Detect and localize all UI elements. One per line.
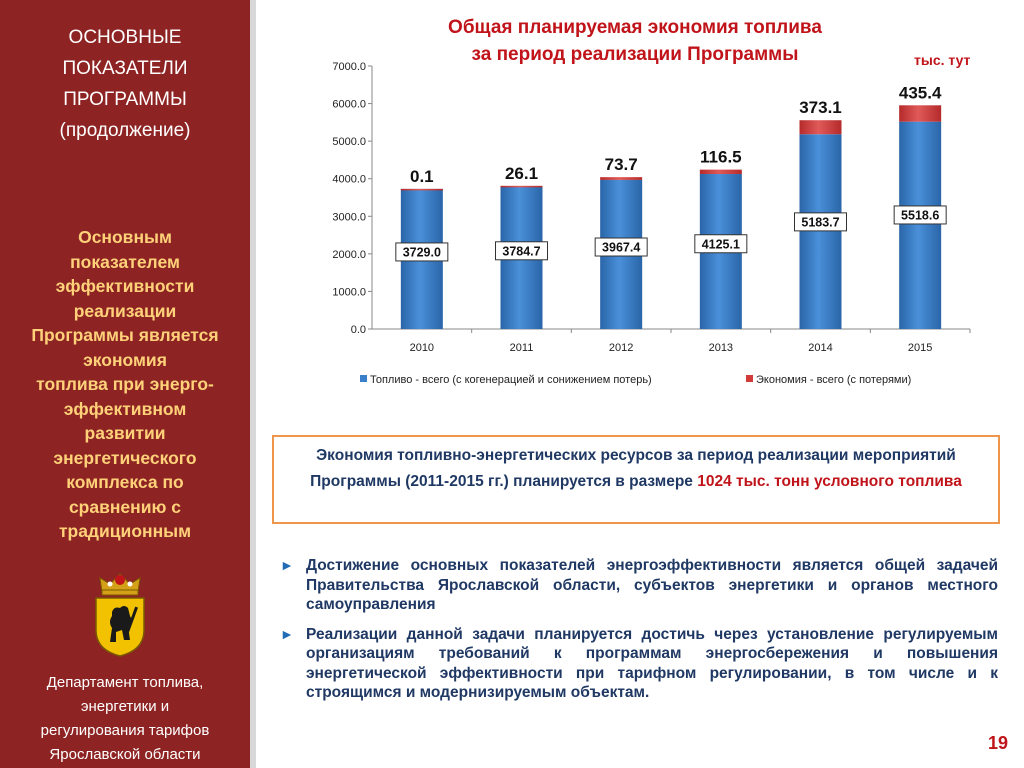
y-tick-label: 2000.0 [332, 248, 366, 261]
bullet-text: Достижение основных показателей энергоэффективности является общей задачей Правительства Ярославской области, субъектов энергетики и органов местного самоуправления [306, 557, 998, 613]
bar-savings [700, 170, 742, 174]
legend-swatch-savings [746, 375, 753, 382]
data-label-savings: 26.1 [504, 163, 539, 183]
y-tick-label: 4000.0 [332, 173, 366, 186]
sidebar-highlight-line: экономия [83, 349, 167, 370]
x-tick-label: 2014 [808, 342, 833, 354]
sidebar-highlight-line: реализации [73, 300, 177, 321]
sidebar-highlight-text [8, 225, 242, 544]
sidebar-highlight-line: энергетического [53, 447, 197, 468]
sidebar-title-line: ПОКАЗАТЕЛИ [62, 58, 188, 79]
x-tick-label: 2010 [409, 342, 435, 354]
y-tick-label: 7000.0 [332, 61, 366, 73]
sidebar-highlight-line: эффективном [63, 398, 187, 419]
sidebar-highlight-line: традиционным [58, 521, 192, 541]
bar-savings [600, 177, 642, 180]
list-item [278, 556, 998, 615]
coat-of-arms-icon [84, 566, 156, 658]
y-tick-label: 3000.0 [332, 211, 366, 224]
sidebar-highlight-line: показателем [70, 251, 180, 272]
data-label-savings: 0.1 [410, 166, 434, 186]
sidebar-highlight-line: сравнению с [68, 496, 182, 517]
x-tick-label: 2015 [907, 342, 933, 354]
data-label-fuel: 5518.6 [901, 208, 940, 223]
sidebar-title-line: (продолжение) [59, 120, 191, 141]
data-label-savings: 373.1 [799, 98, 842, 118]
bar-savings [401, 189, 443, 191]
bar-fuel [800, 134, 842, 329]
bullet-arrow-icon: ► [280, 625, 294, 642]
legend-label-fuel: Топливо - всего (с когенерацией и сонижением потерь) [370, 374, 652, 386]
legend-swatch-fuel [360, 375, 367, 382]
department-line: Ярославской области [49, 746, 201, 763]
data-label-fuel: 3784.7 [502, 244, 541, 259]
data-label-savings: 116.5 [700, 147, 742, 167]
unit-label: тыс. тут [914, 52, 971, 68]
department-name [0, 671, 250, 767]
data-label-savings: 435.4 [898, 83, 942, 103]
bullet-arrow-icon: ► [280, 557, 294, 573]
savings-highlight: 1024 тыс. тонн условного топлива [697, 473, 962, 490]
sidebar-title-line: ПРОГРАММЫ [63, 89, 187, 110]
data-label-savings: 73.7 [604, 155, 638, 175]
sidebar [0, 0, 250, 768]
sidebar-highlight-line: топлива при энерго- [36, 374, 214, 394]
data-label-fuel: 3967.4 [602, 240, 641, 255]
sidebar-highlight-line: развитии [84, 423, 166, 443]
bar-savings [501, 186, 543, 188]
sidebar-highlight-line: Основным [78, 227, 172, 247]
list-item [278, 625, 998, 703]
page-number: 19 [988, 733, 1009, 753]
x-tick-label: 2012 [608, 342, 634, 354]
department-line: Департамент топлива, [46, 674, 204, 691]
savings-statement-box [272, 435, 1000, 524]
sidebar-highlight-line: эффективности [55, 276, 195, 296]
sidebar-highlight-line: комплекса по [66, 472, 184, 492]
y-tick-label: 5000.0 [332, 136, 366, 149]
bar-fuel [899, 122, 941, 329]
data-label-fuel: 3729.0 [402, 245, 441, 260]
sidebar-title-line: ОСНОВНЫЕ [68, 27, 182, 48]
data-label-fuel: 4125.1 [701, 237, 740, 252]
savings-statement-text: Экономия топливно-энергетических ресурсов за период реализации мероприятий Программы (2011-2015 гг.) планируется в размере [310, 447, 956, 490]
data-label-fuel: 5183.7 [801, 215, 840, 230]
stacked-bar-chart [290, 50, 990, 395]
x-tick-label: 2013 [708, 342, 734, 354]
department-line: регулирования тарифов [40, 722, 210, 739]
sidebar-title [0, 22, 250, 146]
chart-title-line: за период реализации Программы [471, 44, 799, 65]
y-tick-label: 1000.0 [332, 286, 366, 299]
bar-savings [899, 105, 941, 121]
sidebar-divider [250, 0, 256, 768]
sidebar-highlight-line: Программы является [31, 325, 219, 345]
y-tick-label: 0.0 [350, 324, 366, 336]
department-line: энергетики и [80, 698, 170, 715]
bullet-list [278, 556, 998, 713]
x-tick-label: 2011 [509, 342, 534, 354]
legend-label-savings: Экономия - всего (с потерями) [756, 374, 912, 386]
bullet-text: Реализации данной задачи планируется достичь через установление регулируемым организациям требований к программам энергосбережения и повышения энергетической эффективности при тарифном регулировании, в том числе и к строящимся и модернизируемым объектам. [306, 625, 998, 701]
bar-savings [800, 120, 842, 134]
chart-title-line: Общая планируемая экономия топлива [448, 17, 822, 38]
y-tick-label: 6000.0 [332, 98, 366, 111]
